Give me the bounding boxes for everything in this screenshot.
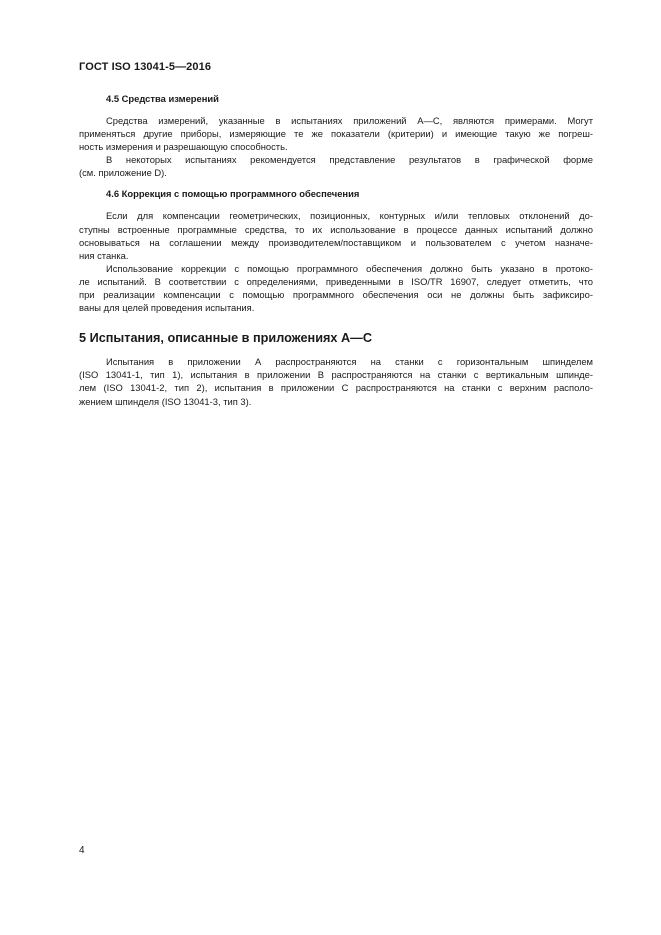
subsection-heading-4-6: 4.6 Коррекция с помощью программного обеспечения <box>106 188 360 200</box>
paragraph <box>79 355 593 407</box>
text-line: Если для компенсации геометрических, позиционных, контурных и/или тепловых отклонений до- <box>106 210 593 222</box>
paragraph <box>79 209 593 261</box>
text-line: ле испытаний. В соответствии с определениями, приведенными в ISO/TR 16907, следует отметить, что <box>79 275 593 287</box>
text-line: (ISO 13041-1, тип 1), испытания в приложении В распространяются на станки с вертикальным шпинде- <box>79 369 593 381</box>
text-line: В некоторых испытаниях рекомендуется представление результатов в графической форме <box>106 154 593 166</box>
document-header: ГОСТ ISO 13041-5—2016 <box>79 61 212 73</box>
document-body <box>79 92 593 408</box>
text-line: применяться другие приборы, измеряющие те же показатели (критерии) и имеющие такую же погреш- <box>79 128 593 140</box>
text-line: ваны для целей проведения испытания. <box>79 302 255 314</box>
paragraph <box>79 262 593 314</box>
text-line: Средства измерений, указанные в испытаниях приложений А—С, являются примерами. Могут <box>106 115 593 126</box>
section-heading-5: 5 Испытания, описанные в приложениях А—С <box>79 331 373 346</box>
paragraph <box>79 153 593 179</box>
subsection-heading-4-5: 4.5 Средства измерений <box>106 93 219 104</box>
text-line: при реализации компенсации с помощью программного обеспечения оси не должны быть зафиксиро- <box>79 289 593 301</box>
text-line: ность измерения и разрешающую способность. <box>79 141 288 153</box>
page-number: 4 <box>79 845 85 856</box>
text-line: основываться на соглашении между производителем/поставщиком и пользователем с учетом назначе- <box>79 236 593 248</box>
text-line: лем (ISO 13041-2, тип 2), испытания в приложении С распространяются на станки с верхним располо- <box>79 382 593 394</box>
text-line: Испытания в приложении А распространяются на станки с горизонтальным шпинделем <box>106 356 593 368</box>
text-line: жением шпинделя (ISO 13041-3, тип 3). <box>79 395 252 407</box>
paragraph <box>79 114 593 153</box>
text-line: (см. приложение D). <box>79 167 167 179</box>
text-line: ступны встроенные программные средства, то их использование в процессе данных испытаний должно <box>79 223 593 235</box>
text-line: Использование коррекции с помощью программного обеспечения должно быть указано в протоко- <box>106 262 593 274</box>
text-line: ния станка. <box>79 249 129 261</box>
